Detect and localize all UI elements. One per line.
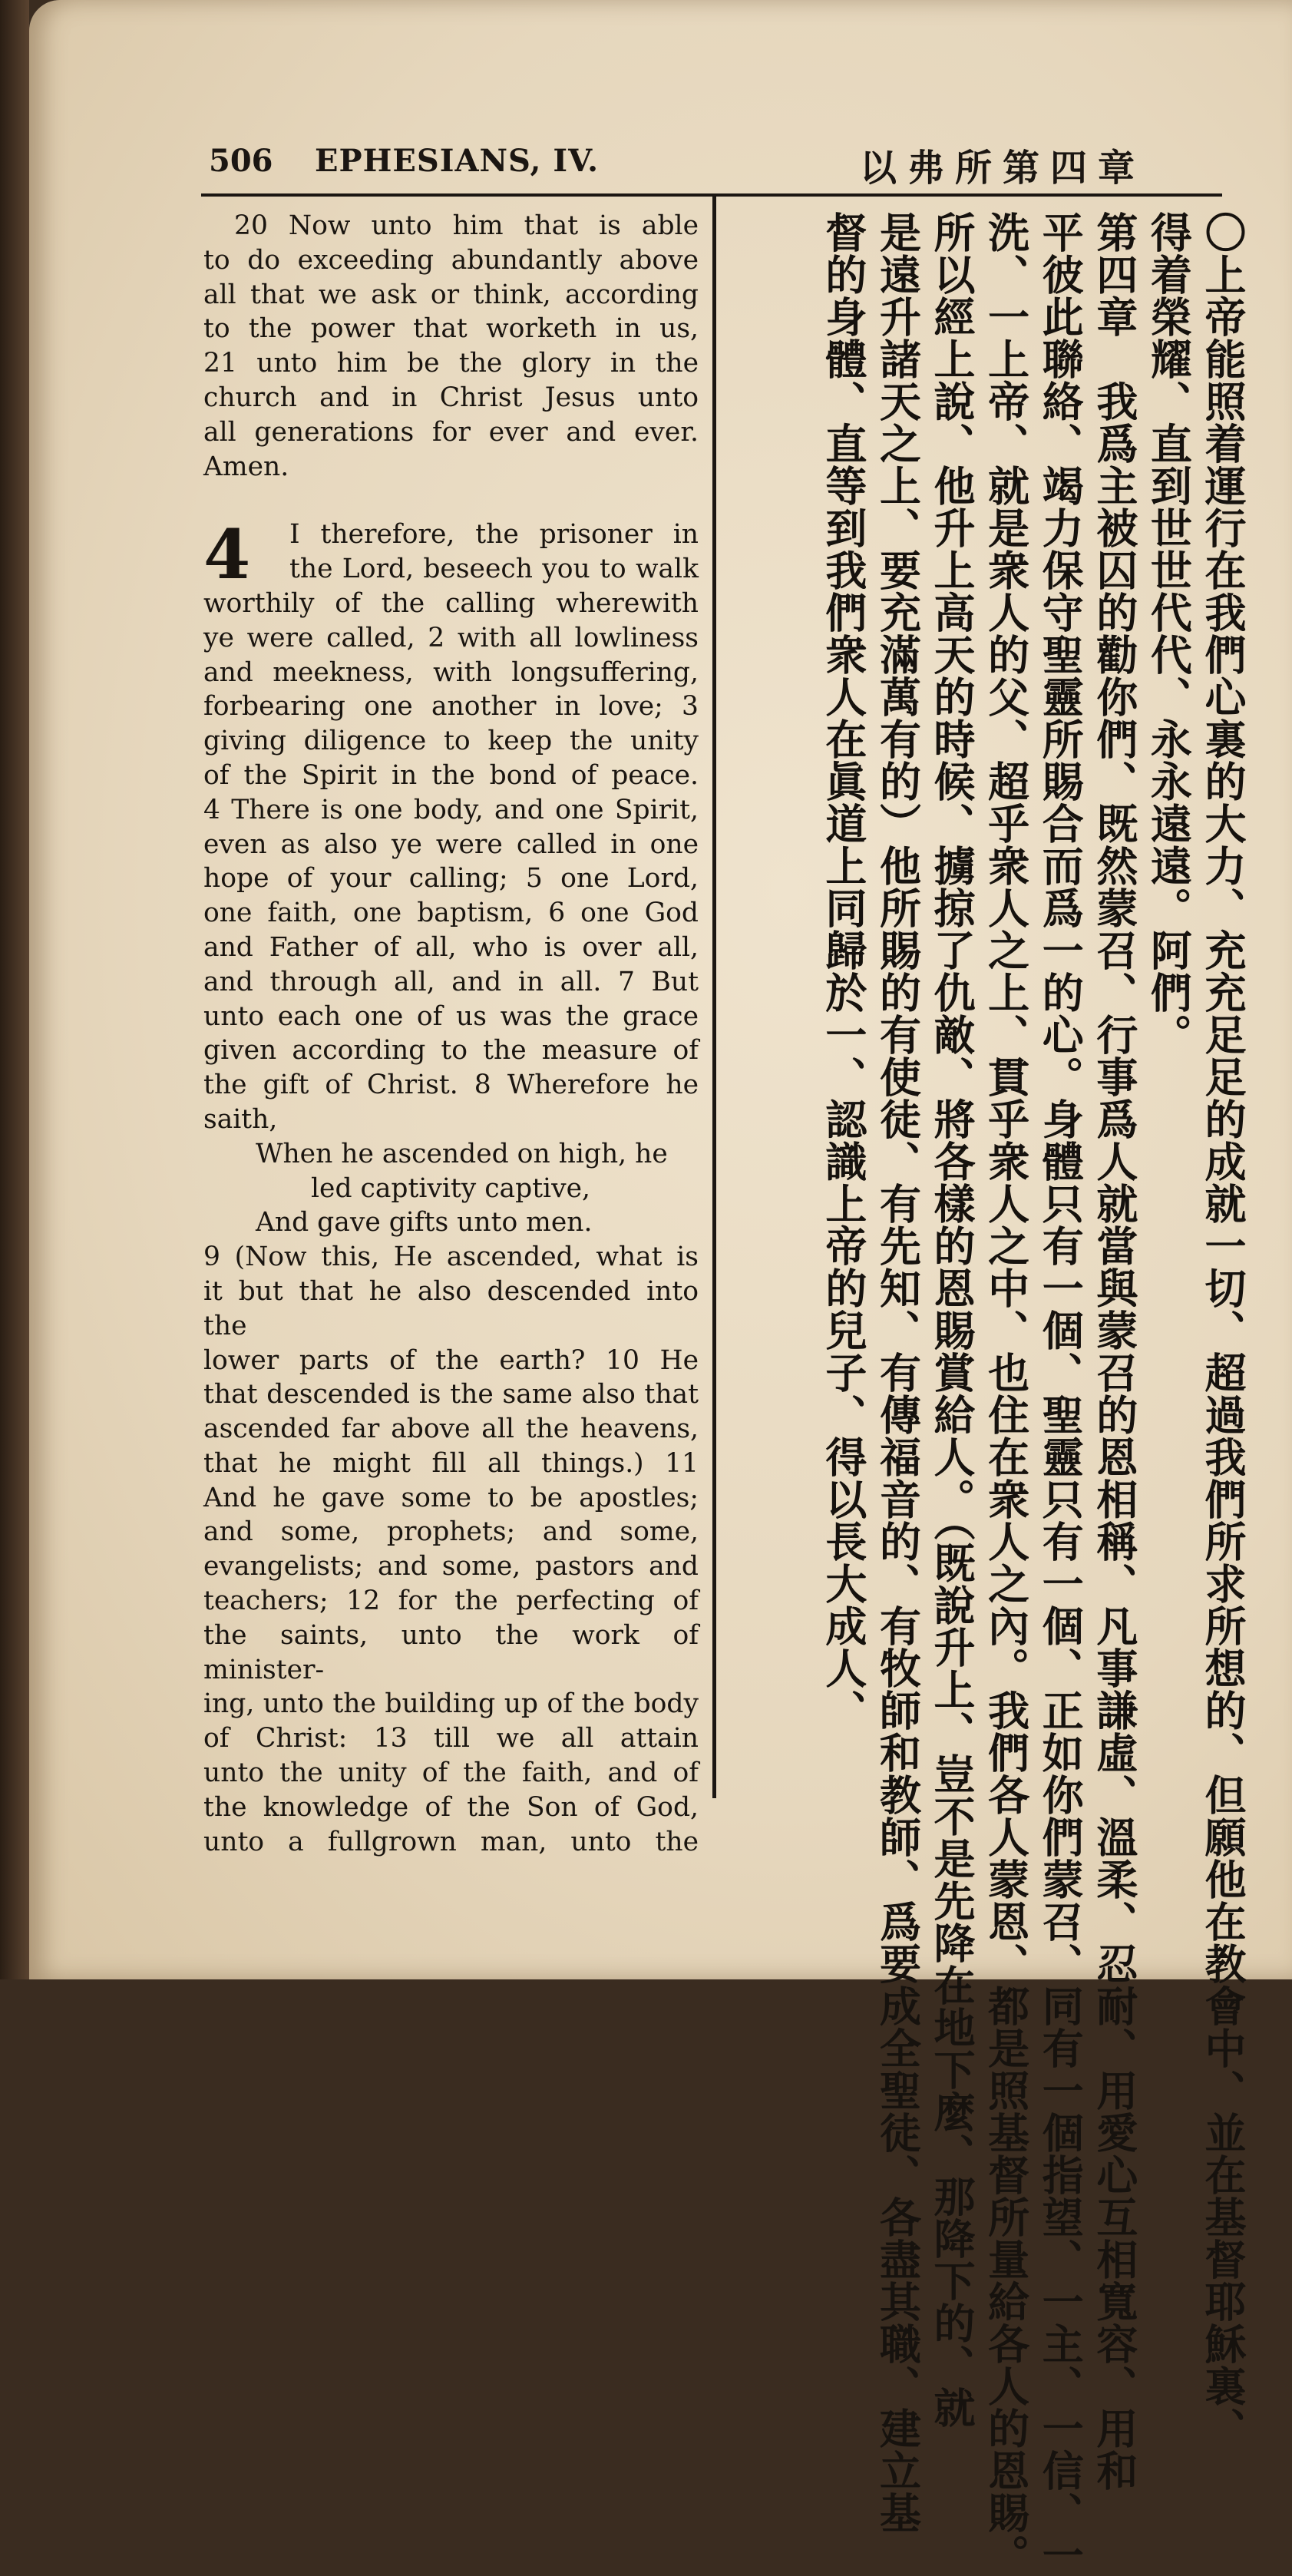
text-line: saith,	[203, 1103, 278, 1135]
text-line: unto a fullgrown man, unto the	[203, 1826, 699, 1857]
poem-line: When he ascended on high, he	[256, 1138, 668, 1169]
text-line: giving diligence to keep the unity	[203, 726, 699, 757]
text-line: ye were called, 2 with all lowliness	[203, 622, 699, 653]
header-rule	[201, 193, 1222, 197]
column-divider	[712, 193, 716, 1798]
text-line: one faith, one baptism, 6 one God	[203, 898, 699, 929]
chinese-text-column: 第四章 我爲主被囚的勸你們、既然蒙召、行事爲人就當與蒙召的恩相稱、凡事謙虛、溫柔、忍耐、用愛心互相寬容、用和	[1089, 211, 1139, 2492]
page-number: 506	[209, 143, 273, 179]
text-line: the knowledge of the Son of God,	[203, 1791, 699, 1823]
text-line: 21 unto him be the glory in the	[203, 348, 699, 379]
text-line: even as also ye were called in one	[203, 828, 699, 860]
book-spine	[0, 0, 29, 1979]
chinese-text-column: 所以經上說、他升上高天的時候、擄掠了仇敵、將各樣的恩賜賞給人。（既說升上、豈不是先降在地下麼、那降下的、就	[927, 211, 977, 2429]
text-line: 20 Now unto him that is able	[234, 210, 699, 241]
chinese-text-column: 是遠升諸天之上、要充滿萬有的）他所賜的有使徒、有先知、有傳福音的、有牧師和教師、爲要成全聖徒、各盡其職、建立基	[873, 211, 923, 2534]
text-line: and meekness, with longsuffering,	[203, 656, 699, 688]
text-line: ing, unto the building up of the body	[203, 1688, 699, 1720]
text-line: unto the unity of the faith, and of	[203, 1758, 699, 1789]
text-line: all generations for ever and ever.	[203, 416, 699, 448]
text-line: I therefore, the prisoner in	[289, 519, 699, 551]
text-line: the saints, unto the work of minister-	[203, 1619, 699, 1685]
chinese-running-title: 以弗所第四章	[860, 147, 1146, 190]
chapter-opening	[203, 514, 699, 595]
text-line: the Lord, beseech you to walk	[289, 554, 699, 585]
text-line: the gift of Christ. 8 Wherefore he	[203, 1070, 699, 1101]
chinese-text-column: 得着榮耀、直到世世代代、永永遠遠。阿們。	[1144, 211, 1194, 1056]
text-line: and Father of all, who is over all,	[203, 931, 699, 963]
text-line: of Christ: 13 till we all attain	[203, 1723, 699, 1754]
poem-line: And gave gifts unto men.	[256, 1207, 593, 1238]
text-line: that descended is the same also that	[203, 1379, 699, 1410]
text-line: given according to the measure of	[203, 1035, 699, 1066]
text-line: and through all, and in all. 7 But	[203, 966, 699, 997]
poem-line: led captivity captive,	[311, 1172, 590, 1204]
text-line: ascended far above all the heavens,	[203, 1414, 699, 1445]
chinese-text-column: 〇上帝能照着運行在我們心裏的大力、充充足足的成就一切、超過我們所求所想的、但願他在教會中、並在基督耶穌裏、	[1198, 211, 1247, 2449]
english-column	[203, 209, 699, 1859]
text-line: lower parts of the earth? 10 He	[203, 1344, 699, 1376]
text-line: all that we ask or think, according	[203, 279, 699, 310]
text-line: Amen.	[203, 451, 289, 482]
chinese-text-column: 洗、一上帝、就是衆人的父、超乎衆人之上、貫乎衆人之中、也住在衆人之內。我們各人蒙恩、都是照基督所量給各人的恩賜。	[981, 211, 1031, 2576]
paragraph-gap	[203, 484, 699, 518]
text-line: unto each one of us was the grace	[203, 1000, 699, 1032]
chapter-drop-cap: 4	[203, 514, 251, 595]
running-title: EPHESIANS, IV.	[315, 143, 600, 179]
text-line: of the Spirit in the bond of peace.	[203, 759, 699, 791]
chinese-column	[758, 211, 1250, 2576]
text-line: to the power that worketh in us,	[203, 313, 699, 345]
text-line: it but that he also descended into the	[203, 1275, 699, 1341]
text-line: worthily of the calling wherewith	[203, 587, 699, 619]
text-line: And he gave some to be apostles;	[203, 1482, 699, 1513]
text-line: teachers; 12 for the perfecting of	[203, 1586, 699, 1617]
text-line: 9 (Now this, He ascended, what is	[203, 1242, 699, 1273]
text-line: hope of your calling; 5 one Lord,	[203, 863, 699, 894]
chinese-text-column: 平彼此聯絡、竭力保守聖靈所賜合而爲一的心。身體只有一個、聖靈只有一個、正如你們蒙召、同有一個指望、一主、一信、一	[1036, 211, 1085, 2576]
text-line: forbearing one another in love; 3	[203, 691, 699, 723]
text-line: to do exceeding abundantly above	[203, 244, 699, 276]
text-line: 4 There is one body, and one Spirit,	[203, 794, 699, 825]
chinese-text-column: 督的身體、直等到我們衆人在眞道上同歸於一、認識上帝的兒子、得以長大成人、	[818, 211, 868, 1731]
text-line: and some, prophets; and some,	[203, 1516, 699, 1548]
text-line: that he might fill all things.) 11	[203, 1447, 699, 1479]
text-line: evangelists; and some, pastors and	[203, 1551, 699, 1582]
text-line: church and in Christ Jesus unto	[203, 382, 699, 413]
